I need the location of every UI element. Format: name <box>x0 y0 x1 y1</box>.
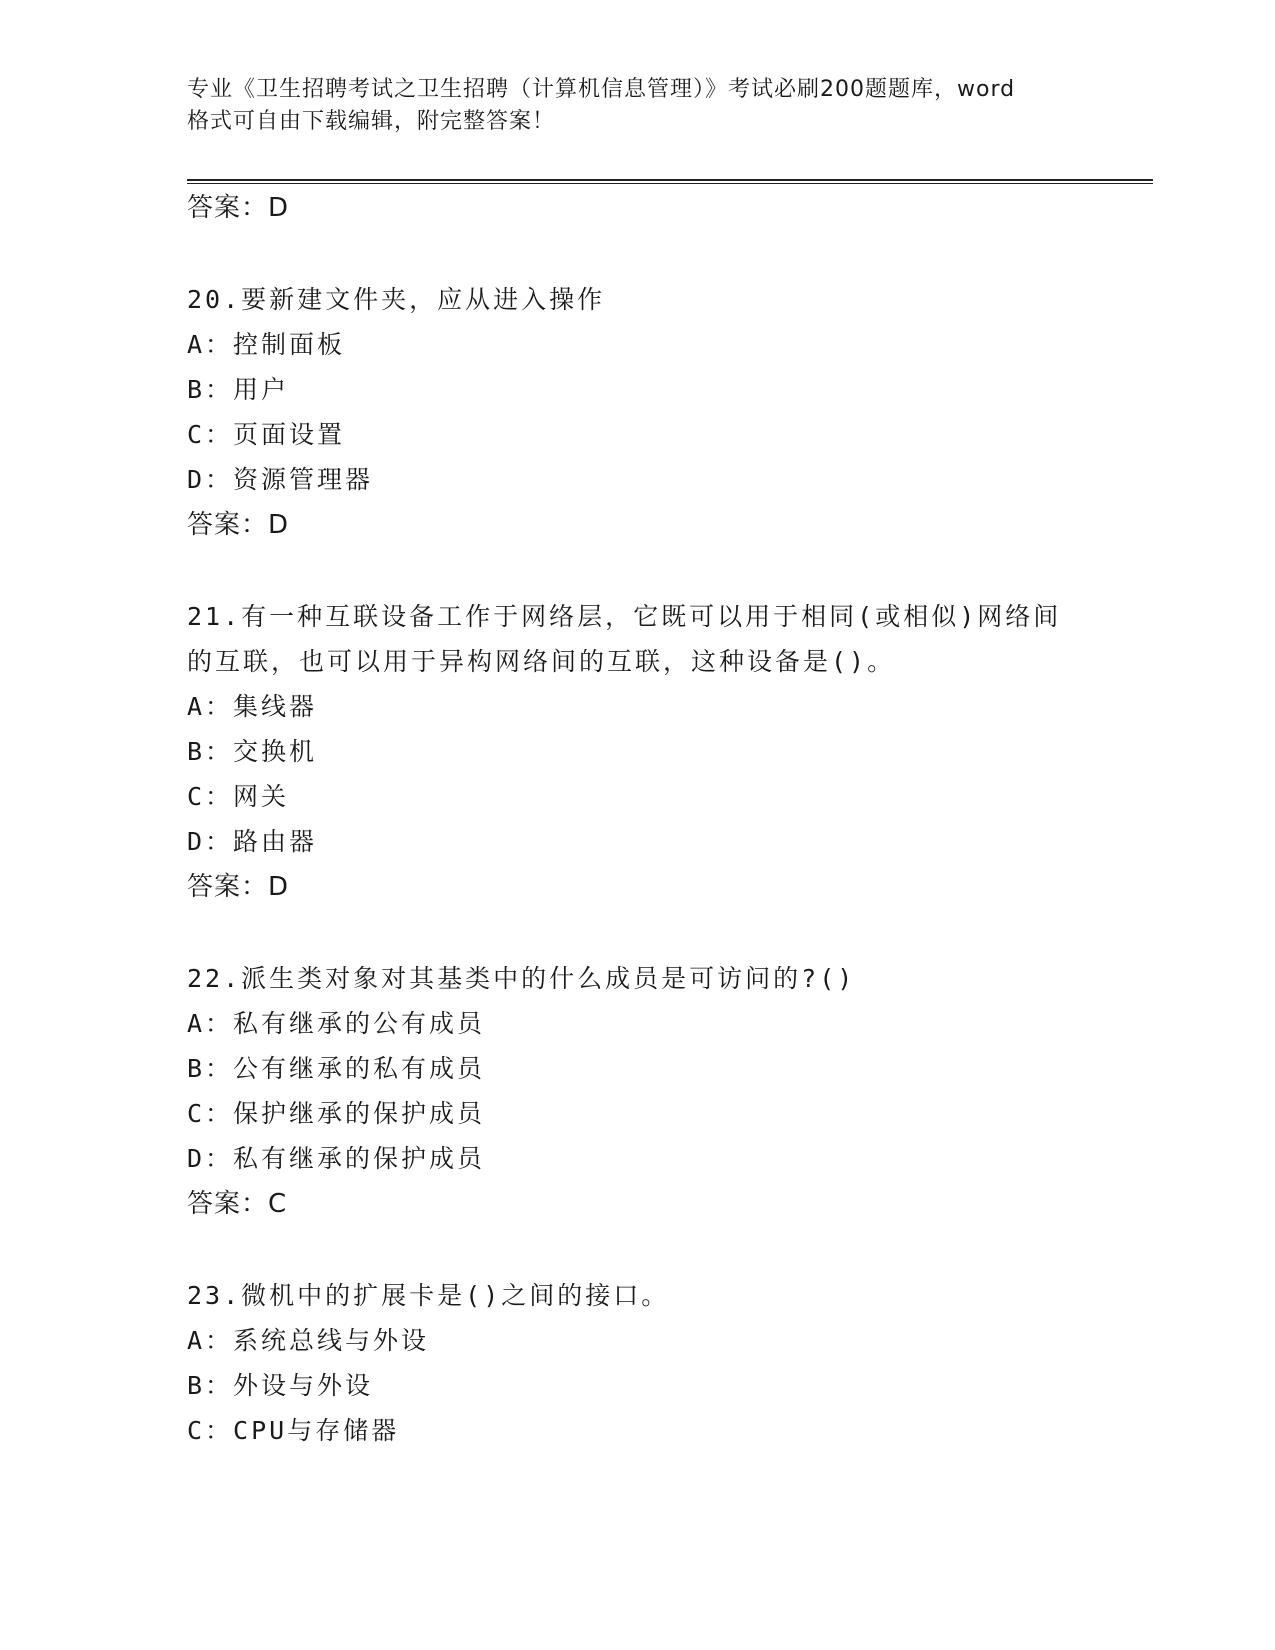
question-22-stem: 22.派生类对象对其基类中的什么成员是可访问的?() <box>187 964 856 993</box>
question-20-option-b: B：用户 <box>187 375 290 404</box>
question-22-option-b: B：公有继承的私有成员 <box>187 1054 486 1083</box>
previous-answer: 答案：D <box>187 193 290 223</box>
question-23-option-c: C：CPU与存储器 <box>187 1416 400 1445</box>
header-line-1: 专业《卫生招聘考试之卫生招聘（计算机信息管理）》考试必刷200题题库，word <box>187 77 1016 102</box>
question-23-option-a: A：系统总线与外设 <box>187 1326 430 1355</box>
question-23-option-b: B：外设与外设 <box>187 1371 374 1400</box>
question-21-option-d: D：路由器 <box>187 827 318 856</box>
question-20-option-d: D：资源管理器 <box>187 465 374 494</box>
question-21-stem-line-1: 21.有一种互联设备工作于网络层，它既可以用于相同(或相似)网络间 <box>187 602 1062 631</box>
header-divider <box>187 179 1153 181</box>
question-22-option-a: A：私有继承的公有成员 <box>187 1009 486 1038</box>
question-20-option-c: C：页面设置 <box>187 420 346 449</box>
question-21-option-c: C：网关 <box>187 782 290 811</box>
question-20-option-a: A：控制面板 <box>187 330 346 359</box>
document-header <box>187 74 1087 138</box>
question-22-answer: 答案：C <box>187 1189 288 1219</box>
question-20-stem: 20.要新建文件夹，应从进入操作 <box>187 285 606 314</box>
header-divider-thin <box>187 183 1153 184</box>
question-23-stem: 23.微机中的扩展卡是()之间的接口。 <box>187 1281 670 1310</box>
question-21-option-a: A：集线器 <box>187 692 318 721</box>
question-20-answer: 答案：D <box>187 510 290 540</box>
question-22-option-c: C：保护继承的保护成员 <box>187 1099 486 1128</box>
header-line-2: 格式可自由下载编辑，附完整答案！ <box>187 109 556 134</box>
question-21-option-b: B：交换机 <box>187 737 318 766</box>
question-22-option-d: D：私有继承的保护成员 <box>187 1144 486 1173</box>
question-21-answer: 答案：D <box>187 872 290 902</box>
question-21-stem-line-2: 的互联，也可以用于异构网络间的互联，这种设备是()。 <box>187 647 896 676</box>
